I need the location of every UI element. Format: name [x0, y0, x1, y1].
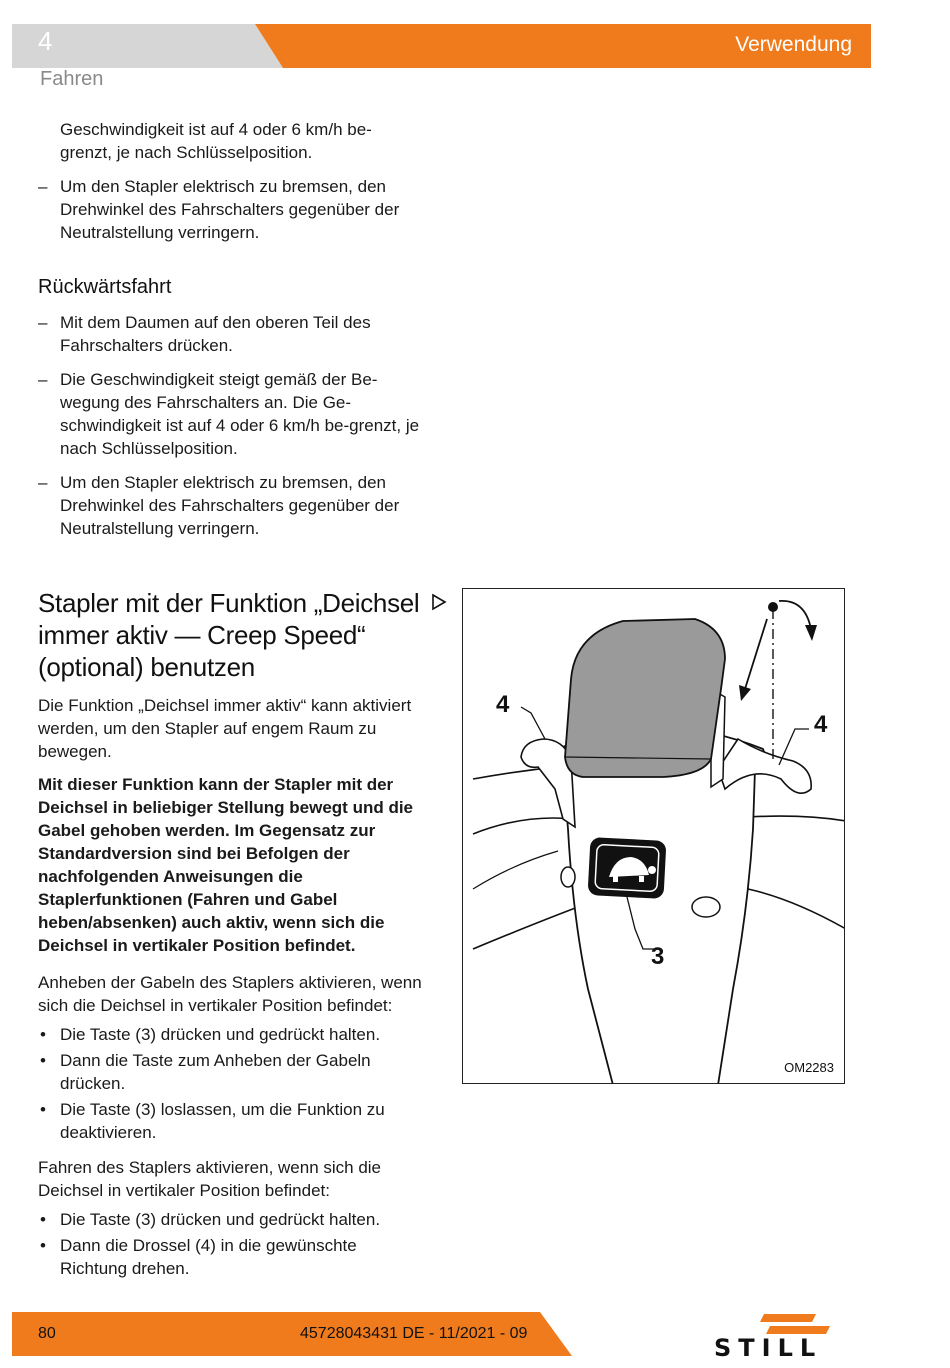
reverse-heading: Rückwärtsfahrt — [38, 276, 172, 298]
intro-block — [38, 118, 423, 255]
list-item — [38, 1234, 423, 1280]
bullet-mark: • — [40, 1051, 46, 1070]
tiller-drawing — [463, 589, 845, 1084]
dash-mark: – — [38, 313, 48, 332]
section-heading: Stapler mit der Funktion „Deichsel immer aktiv — Creep Speed“ (optional) benutzen — [38, 588, 420, 682]
bullet-mark: • — [40, 1100, 46, 1119]
callout-button: 3 — [651, 943, 665, 970]
bullet-mark: • — [40, 1210, 46, 1229]
callout-grip-right: 4 — [814, 711, 828, 738]
list-item — [38, 1023, 423, 1046]
section-bold-note: Mit dieser Funktion kann der Stapler mit der Deichsel in beliebiger Stellung bewegt und die Gabel gehoben werden. Im Gegensatz zur Standardversion sind bei Befolgen der nachfolgenden Anweisungen die Staplerfunktionen (Fahren und Gabel heben/absenken) auch aktiv, wenn sich die Deichsel in vertikaler Position befindet. — [38, 775, 414, 955]
bullet-mark: • — [40, 1025, 46, 1044]
callout-grip-left: 4 — [496, 691, 510, 718]
list-item — [38, 1098, 423, 1144]
list-item — [38, 1049, 423, 1095]
list-item — [38, 368, 423, 460]
list-item-text: Die Taste (3) drücken und gedrückt halten. — [60, 1025, 381, 1044]
list-item-text: Um den Stapler elektrisch zu bremsen, den Drehwinkel des Fahrschalters gegenüber der Neutralstellung verringern. — [60, 473, 400, 538]
tiller-illustration — [462, 588, 845, 1084]
list-item-text: Die Taste (3) drücken und gedrückt halten. — [60, 1210, 381, 1229]
reverse-block — [38, 275, 423, 551]
list-item-text: Dann die Drossel (4) in die gewünschte Richtung drehen. — [60, 1236, 357, 1278]
section-title: Verwendung — [735, 33, 852, 56]
chapter-title: Fahren — [40, 68, 104, 90]
list-item-text: Um den Stapler elektrisch zu bremsen, den Drehwinkel des Fahrschalters gegenüber der Neutralstellung verringern. — [60, 177, 400, 242]
list-item-text: Dann die Taste zum Anheben der Gabeln drücken. — [60, 1051, 371, 1093]
still-logo — [712, 1312, 872, 1358]
page-number: 80 — [38, 1325, 56, 1342]
figure-code: OM2283 — [784, 1060, 834, 1075]
drive-intro: Fahren des Staplers aktivieren, wenn sich die Deichsel in vertikaler Position befindet: — [38, 1158, 382, 1200]
section-intro: Die Funktion „Deichsel immer aktiv“ kann aktiviert werden, um den Stapler auf engem Raum zu bewegen. — [38, 696, 412, 761]
creep-speed-section — [38, 587, 423, 1283]
bullet-mark: • — [40, 1236, 46, 1255]
lift-intro: Anheben der Gabeln des Staplers aktivieren, wenn sich die Deichsel in vertikaler Position befindet: — [38, 973, 422, 1015]
logo-text: STILL — [714, 1334, 823, 1358]
dash-mark: – — [38, 473, 48, 492]
list-item — [38, 471, 423, 540]
dash-mark: – — [38, 177, 48, 196]
optional-equipment-icon — [431, 593, 447, 611]
intro-continuation: Geschwindigkeit ist auf 4 oder 6 km/h be-grenzt, je nach Schlüsselposition. — [60, 120, 372, 162]
list-item — [38, 175, 423, 244]
list-item-text: Mit dem Daumen auf den oberen Teil des Fahrschalters drücken. — [60, 313, 371, 355]
list-item — [38, 1208, 423, 1231]
list-item-text: Die Taste (3) loslassen, um die Funktion zu deaktivieren. — [60, 1100, 385, 1142]
dash-mark: – — [38, 370, 48, 389]
chapter-number: 4 — [38, 26, 53, 56]
document-reference: 45728043431 DE - 11/2021 - 09 — [300, 1325, 528, 1342]
list-item-text: Die Geschwindigkeit steigt gemäß der Be-wegung des Fahrschalters an. Die Ge-schwindigkeit ist auf 4 oder 6 km/h be-grenzt, je nach Schlüsselposition. — [60, 370, 420, 458]
list-item — [38, 311, 423, 357]
